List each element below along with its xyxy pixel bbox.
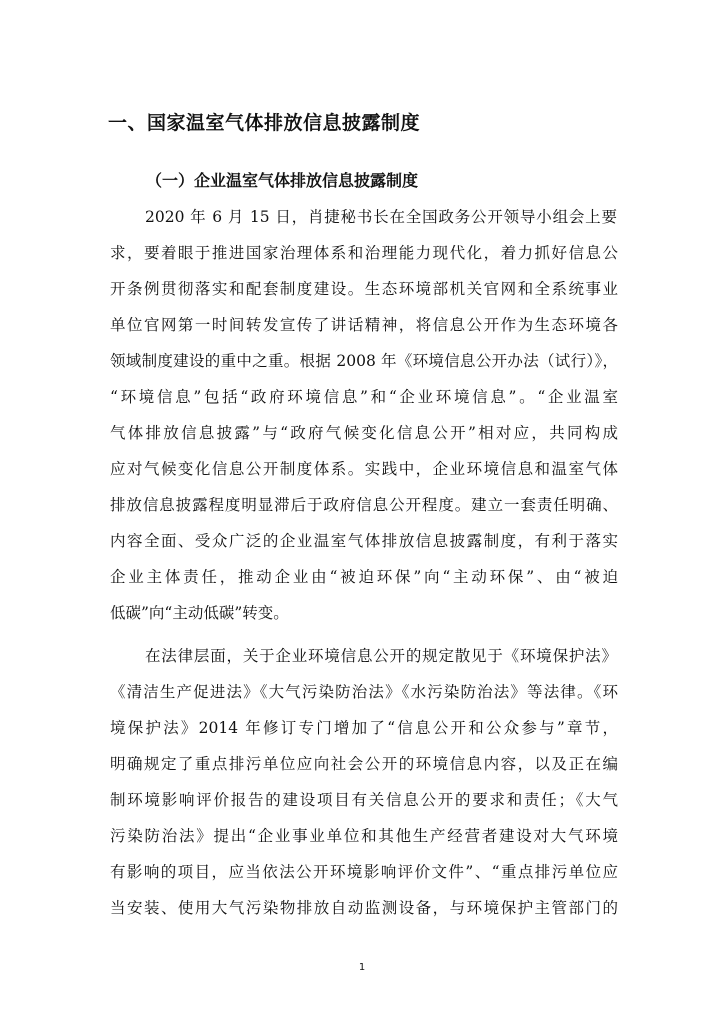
paragraph-1-line: “环境信息”包括“政府环境信息”和“企业环境信息”。“企业温室 [110,388,618,406]
paragraph-2-line: 境保护法》2014 年修订专门增加了“信息公开和公众参与”章节， [110,719,618,737]
paragraph-1-line: 单位官网第一时间转发宣传了讲话精神，将信息公开作为生态环境各 [110,316,618,334]
paragraph-2-line: 污染防治法》提出“企业事业单位和其他生产经营者建设对大气环境 [110,827,618,845]
paragraph-1-line: 气体排放信息披露”与“政府气候变化信息公开”相对应，共同构成 [110,424,618,442]
paragraph-1-line: 内容全面、受众广泛的企业温室气体排放信息披露制度，有利于落实 [110,532,618,550]
paragraph-2-line: 制环境影响评价报告的建设项目有关信息公开的要求和责任；《大气 [110,791,618,809]
heading-1: 一、国家温室气体排放信息披露制度 [108,112,421,134]
paragraph-2-line: 当安装、使用大气污染物排放自动监测设备，与环境保护主管部门的 [110,899,618,917]
paragraph-1-line: 排放信息披露程度明显滞后于政府信息公开程度。建立一套责任明确、 [110,496,618,514]
paragraph-1-line: 求，要着眼于推进国家治理体系和治理能力现代化，着力抓好信息公 [110,244,618,262]
paragraph-1-line: 低碳”向“主动低碳”转变。 [110,604,289,622]
paragraph-2-line: 在法律层面，关于企业环境信息公开的规定散见于《环境保护法》 [145,647,617,665]
paragraph-1-line: 企业主体责任，推动企业由“被迫环保”向“主动环保”、由“被迫 [110,568,618,586]
paragraph-2-line: 明确规定了重点排污单位应向社会公开的环境信息内容，以及正在编 [110,755,618,773]
paragraph-2-line: 有影响的项目，应当依法公开环境影响评价文件”、“重点排污单位应 [110,863,618,881]
paragraph-1-line: 2020 年 6 月 15 日，肖捷秘书长在全国政务公开领导小组会上要 [145,208,617,226]
paragraph-1-line: 开条例贯彻落实和配套制度建设。生态环境部机关官网和全系统事业 [110,280,618,298]
paragraph-1-line: 应对气候变化信息公开制度体系。实践中，企业环境信息和温室气体 [110,460,618,478]
page-number: 1 [358,962,366,973]
paragraph-1-line: 领域制度建设的重中之重。根据 2008 年《环境信息公开办法（试行）》， [110,352,618,370]
heading-2: （一）企业温室气体排放信息披露制度 [146,171,419,190]
paragraph-2-line: 《清洁生产促进法》《大气污染防治法》《水污染防治法》等法律。《环 [110,683,618,701]
